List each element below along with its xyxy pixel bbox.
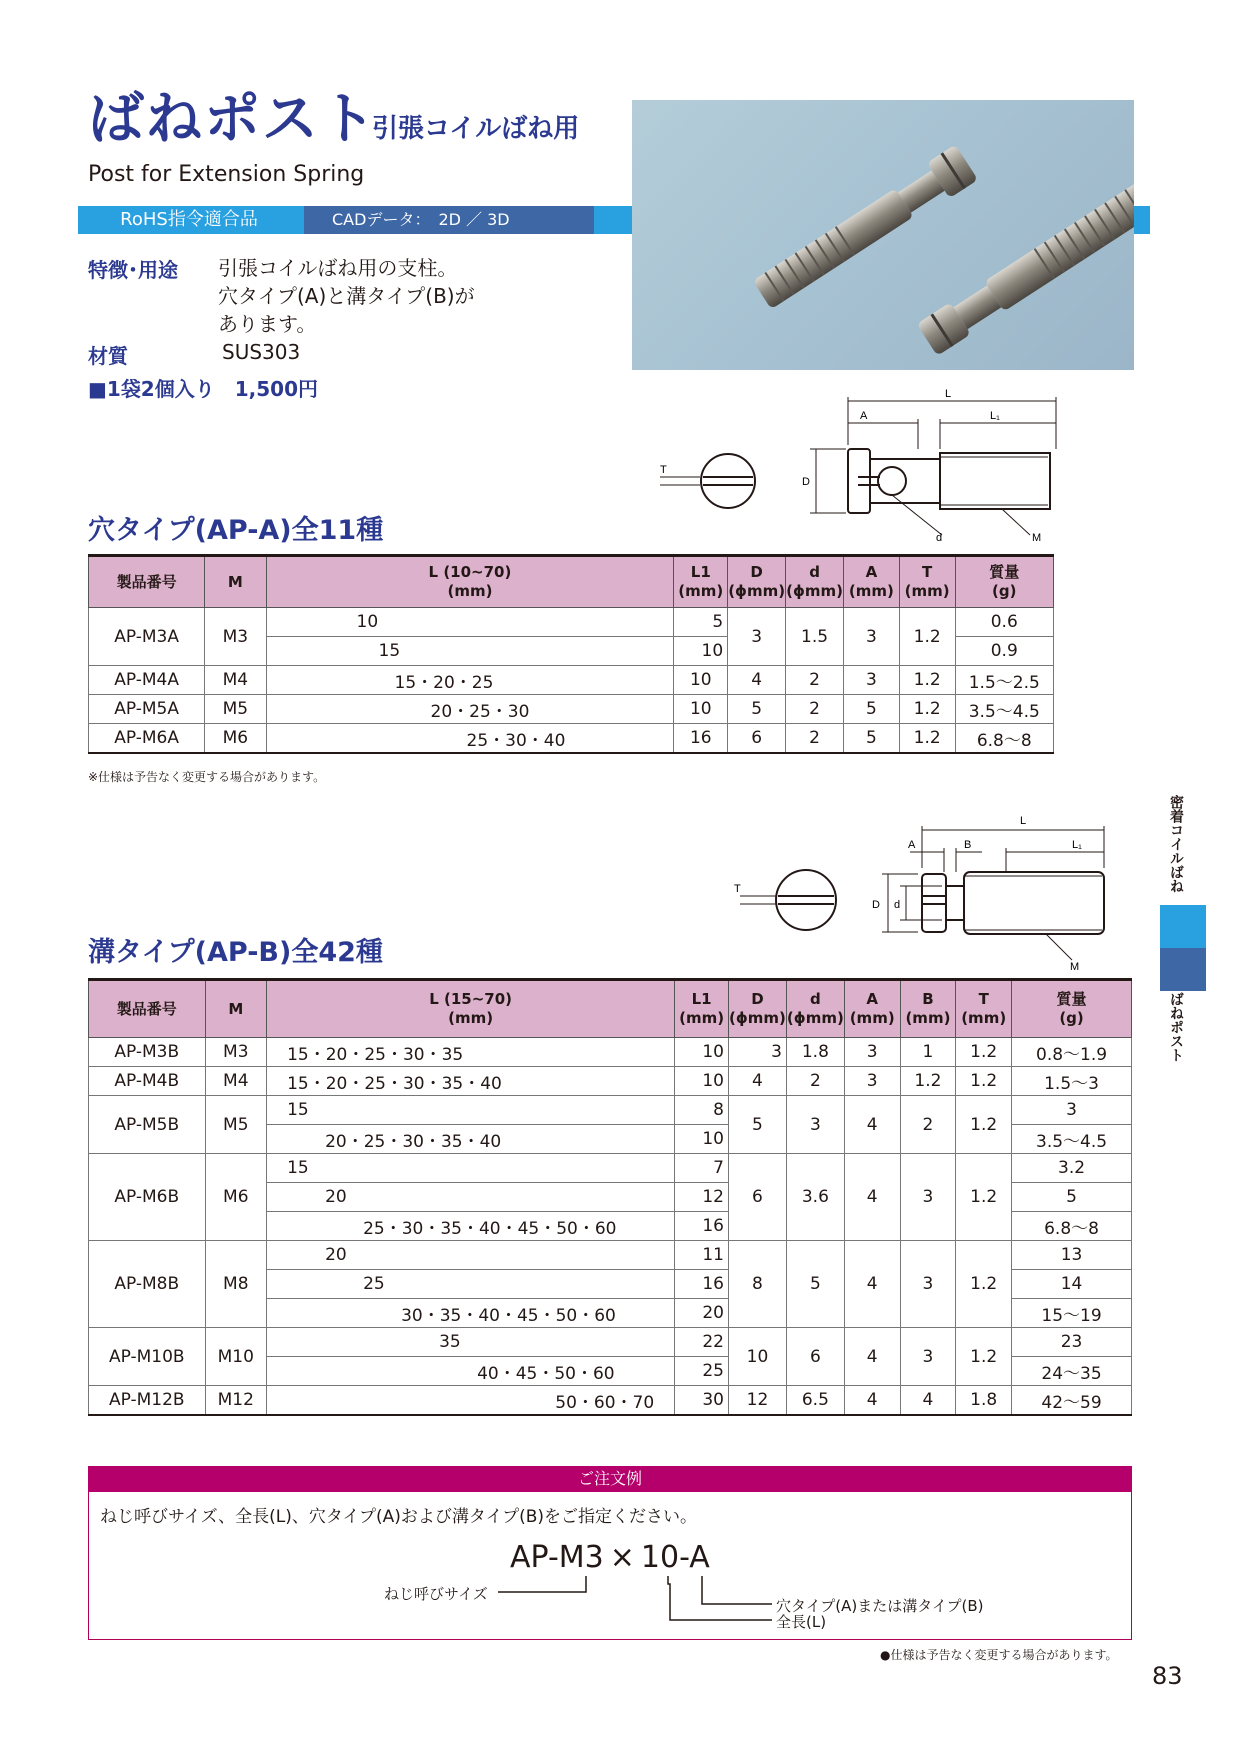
product-photo: [632, 100, 1134, 370]
table-row: 15 10 0.9: [89, 637, 1054, 666]
table-row: 25 16 14: [89, 1270, 1132, 1299]
dim-label-m: M: [1070, 961, 1080, 973]
dim-label-m: M: [1032, 532, 1042, 544]
table-row: AP-M10B M10 35 22 10 6 4 3 1.2 23: [89, 1328, 1132, 1357]
table-b-title: 溝タイプ(AP-B)全42種: [88, 937, 383, 968]
table-b: [88, 978, 1132, 1416]
order-code-length: 10: [640, 1540, 680, 1575]
dim-label-d-small: d: [936, 532, 943, 544]
order-code-times: ×: [609, 1540, 635, 1575]
feature-line: あります。: [218, 312, 317, 336]
side-tab-spring-post[interactable]: [1160, 948, 1206, 991]
dim-label-l: L: [945, 388, 952, 400]
order-label-size: ねじ呼びサイズ: [384, 1585, 488, 1603]
dim-label-l1: L₁: [990, 410, 1000, 422]
order-code-size: M3: [558, 1540, 604, 1575]
order-code-type: A: [689, 1540, 710, 1575]
order-instruction: ねじ呼びサイズ、全長(L)、穴タイプ(A)および溝タイプ(B)をご指定ください。: [100, 1507, 698, 1527]
type-b-drawing: [720, 808, 1140, 978]
col-header-m: M: [205, 556, 266, 608]
table-a: [88, 554, 1054, 754]
dim-label-d-small: d: [894, 899, 901, 911]
table-row: AP-M3B M3 15・20・25・30・35 10 3 1.8 3 1 1.2 0.8～1.9: [89, 1038, 1132, 1067]
product-photo-illustration: [632, 100, 1134, 370]
table-row: AP-M3A M3 10 5 3 1.5 3 1.2 0.6: [89, 608, 1054, 637]
type-a-drawing: [650, 385, 1070, 545]
col-header-part: 製品番号: [89, 980, 206, 1038]
side-tab-coil-spring-label: 密着コイルばね: [1168, 795, 1184, 893]
page-subtitle: 引張コイルばね用: [372, 114, 580, 144]
table-row: AP-M5B M5 15 8 5 3 4 2 1.2 3: [89, 1096, 1132, 1125]
table-a-title: 穴タイプ(AP-A)全11種: [88, 515, 384, 546]
col-header-d-big: D (ϕmm): [728, 556, 786, 608]
table-row: 25・30・35・40・45・50・60 16 6.8～8: [89, 1212, 1132, 1241]
col-header-d-small: d (ϕmm): [786, 556, 844, 608]
order-label-length: 全長(L): [776, 1613, 827, 1631]
order-code-leaders: [490, 1576, 790, 1630]
table-row: AP-M5A M5 20・25・30 10 5 2 5 1.2 3.5～4.5: [89, 695, 1054, 724]
feature-line: 穴タイプ(A)と溝タイプ(B)が: [218, 284, 475, 308]
col-header-a: A (mm): [844, 556, 900, 608]
col-header-l1: L1 (mm): [675, 980, 729, 1038]
table-row: AP-M6B M6 15 7 6 3.6 4 3 1.2 3.2: [89, 1154, 1132, 1183]
table-a-note: ※仕様は予告なく変更する場合があります。: [88, 770, 326, 784]
col-header-d-big: D (ϕmm): [728, 980, 786, 1038]
col-header-t: T (mm): [899, 556, 955, 608]
dim-label-t: T: [660, 464, 667, 476]
dim-label-l: L: [1020, 815, 1027, 827]
col-header-d-small: d (ϕmm): [786, 980, 844, 1038]
feature-text: [218, 254, 618, 338]
order-code-prefix: AP-: [510, 1540, 559, 1575]
table-row: AP-M6A M6 25・30・40 16 6 2 5 1.2 6.8～8: [89, 724, 1054, 754]
cad-data-badge: CADデータ： 2D ／ 3D: [304, 206, 594, 234]
table-row: 40・45・50・60 25 24～35: [89, 1357, 1132, 1386]
col-header-l: L (10~70) (mm): [266, 556, 674, 608]
material-value: SUS303: [222, 340, 301, 364]
table-row: AP-M4A M4 15・20・25 10 4 2 3 1.2 1.5～2.5: [89, 666, 1054, 695]
table-row: 20・25・30・35・40 10 3.5～4.5: [89, 1125, 1132, 1154]
feature-line: 引張コイルばね用の支柱。: [218, 256, 458, 280]
page-title-english: Post for Extension Spring: [88, 162, 365, 187]
table-row: 20 12 5: [89, 1183, 1132, 1212]
col-header-m: M: [205, 980, 267, 1038]
dim-label-l1: L₁: [1072, 839, 1082, 851]
rohs-badge: RoHS指令適合品: [78, 206, 300, 234]
order-code: [510, 1540, 710, 1575]
order-code-dash: -: [679, 1540, 690, 1575]
page-title: ばねポスト: [88, 87, 378, 152]
material-label: 材質: [88, 344, 128, 368]
col-header-mass: 質量 (g): [955, 556, 1053, 608]
col-header-l1: L1 (mm): [674, 556, 728, 608]
feature-label: 特徴･用途: [88, 258, 178, 282]
dim-label-d-big: D: [872, 899, 880, 911]
col-header-mass: 質量 (g): [1012, 980, 1132, 1038]
table-row: 30・35・40・45・50・60 20 15～19: [89, 1299, 1132, 1328]
footer-note: ●仕様は予告なく変更する場合があります。: [880, 1648, 1118, 1662]
col-header-l: L (15~70) (mm): [267, 980, 675, 1038]
order-label-type: 穴タイプ(A)または溝タイプ(B): [776, 1597, 984, 1615]
dim-label-b: B: [964, 839, 972, 851]
table-row: AP-M8B M8 20 11 8 5 4 3 1.2 13: [89, 1241, 1132, 1270]
package-price: ■1袋2個入り 1,500円: [88, 377, 318, 401]
order-example-heading: ご注文例: [88, 1466, 1132, 1492]
col-header-a: A (mm): [844, 980, 900, 1038]
table-row: AP-M4B M4 15・20・25・30・35・40 10 4 2 3 1.2 1.2 1.5～3: [89, 1067, 1132, 1096]
col-header-b: B (mm): [900, 980, 956, 1038]
dim-label-a: A: [860, 410, 868, 422]
page-number: 83: [1152, 1662, 1183, 1690]
col-header-part: 製品番号: [89, 556, 205, 608]
col-header-t: T (mm): [956, 980, 1012, 1038]
side-tab-spring-post-label: ばねポスト: [1168, 992, 1184, 1062]
dim-label-a: A: [908, 839, 916, 851]
dim-label-t: T: [734, 883, 741, 895]
table-row: AP-M12B M12 50・60・70 30 12 6.5 4 4 1.8 42～59: [89, 1386, 1132, 1416]
side-tab-coil-spring[interactable]: [1160, 905, 1206, 948]
dim-label-d-big: D: [802, 476, 810, 488]
